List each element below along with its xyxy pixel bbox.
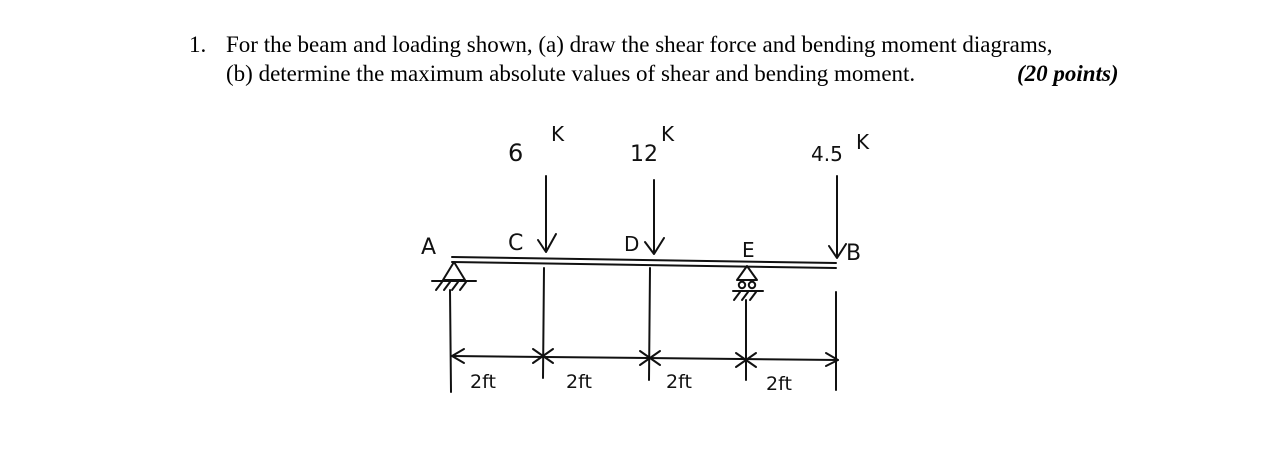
problem-text-line-2: (b) determine the maximum absolute values of shear and bending moment.	[226, 61, 916, 86]
load-unit-d: K	[661, 122, 675, 146]
roller-support-e	[733, 266, 763, 300]
span-label-eb: 2ft	[766, 373, 792, 395]
load-label-c: 6	[508, 139, 524, 167]
load-label-d: 12	[630, 142, 658, 167]
point-label-c: C	[508, 231, 524, 256]
problem-text-line-1: For the beam and loading shown, (a) draw the shear force and bending moment diagrams,	[226, 32, 1053, 57]
load-label-b: 4.5	[811, 142, 843, 166]
beam	[452, 257, 836, 268]
span-label-de: 2ft	[666, 371, 692, 393]
point-label-d: D	[624, 232, 640, 256]
problem-number: 1.	[189, 32, 207, 57]
point-label-e: E	[742, 238, 755, 262]
pin-support-a	[432, 262, 476, 290]
load-arrow-d	[645, 180, 664, 254]
span-label-ac: 2ft	[470, 371, 496, 393]
dimension-line	[452, 349, 838, 367]
load-arrow-c	[538, 176, 556, 252]
span-label-cd: 2ft	[566, 371, 592, 393]
point-label-b: B	[846, 241, 862, 266]
load-arrow-b	[829, 176, 846, 258]
load-unit-c: K	[551, 122, 565, 146]
point-label-a: A	[421, 235, 437, 260]
problem-points: (20 points)	[1017, 61, 1119, 86]
load-unit-b: K	[856, 130, 870, 154]
